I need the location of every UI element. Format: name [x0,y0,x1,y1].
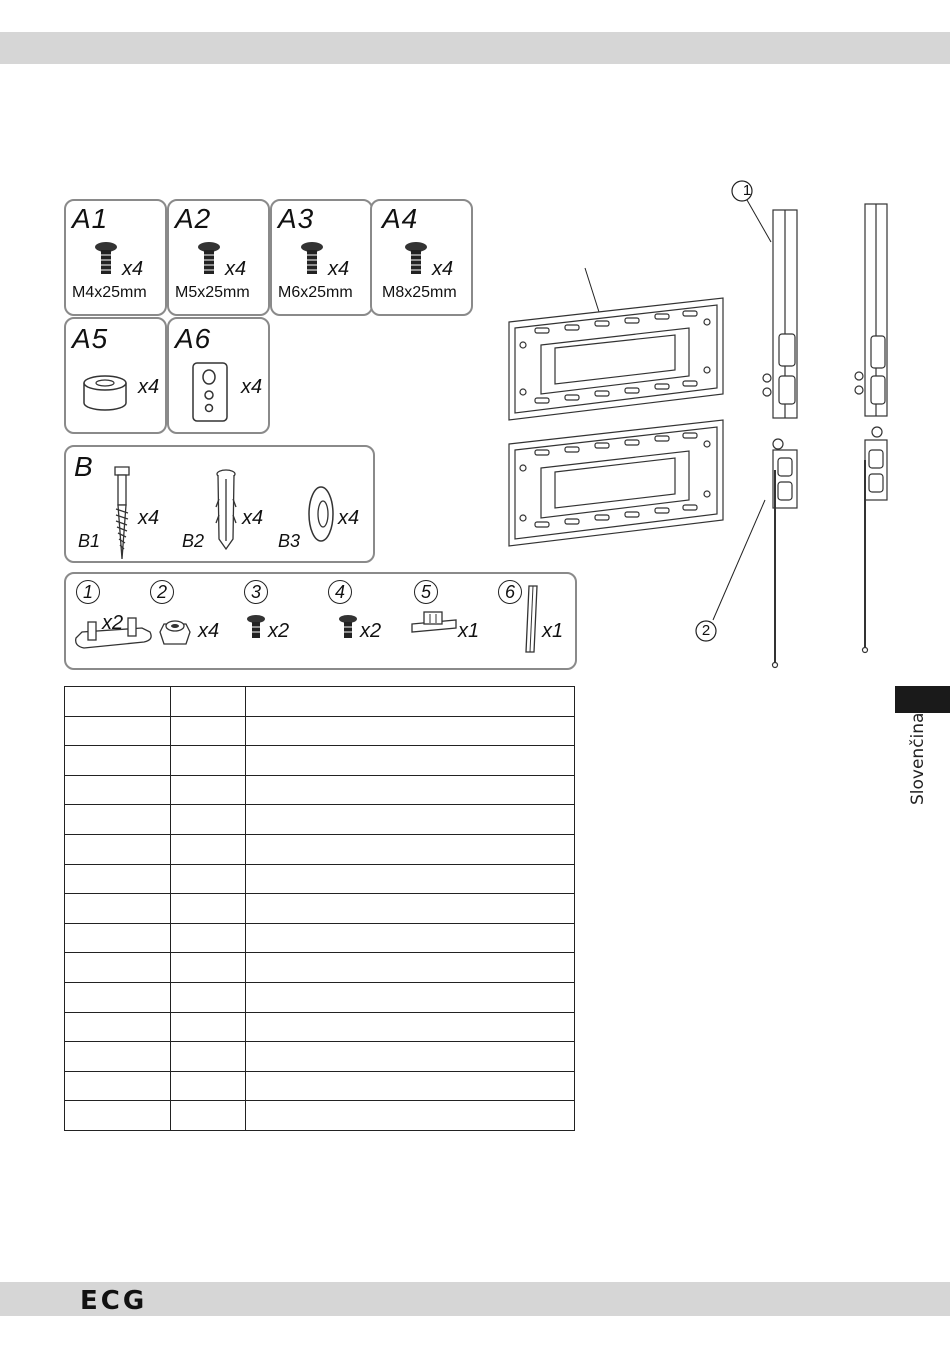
table-cell [65,953,171,983]
table-cell [246,1101,575,1131]
table-cell [246,953,575,983]
table-cell [246,982,575,1012]
table-cell [246,864,575,894]
table-cell [171,716,246,746]
table-cell [65,1012,171,1042]
washer-icon [306,485,336,543]
parts-table [64,686,575,1131]
table-cell [171,1071,246,1101]
nut-icon [158,614,192,648]
table-cell [246,894,575,924]
table-cell [65,687,171,717]
language-label: Slovenčina [908,712,928,805]
table-row [65,1012,575,1042]
adapter-plate-icon [191,361,229,423]
part-qty: x1 [458,620,480,642]
part-size: M5x25mm [175,284,250,301]
part-qty: x4 [338,507,360,529]
table-cell [65,894,171,924]
table-cell [246,746,575,776]
table-cell [246,1042,575,1072]
part-qty: x2 [360,620,382,642]
part-number: 6 [498,580,522,604]
wall-plate-lower [509,420,723,546]
part-number: 5 [414,580,438,604]
part-sub-label: B2 [182,531,205,551]
screw-icon [338,614,358,640]
part-label: A5 [72,323,109,354]
part-sub-label: B1 [78,531,101,551]
table-cell [171,864,246,894]
part-qty: x4 [225,258,247,280]
table-row [65,894,575,924]
table-cell [171,1012,246,1042]
level-icon [410,608,458,636]
table-row [65,864,575,894]
part-label: B [74,451,94,482]
table-cell [171,746,246,776]
table-cell [65,775,171,805]
table-cell [171,834,246,864]
part-box-a6 [167,317,270,434]
table-cell [171,982,246,1012]
part-box-a4 [370,199,473,316]
table-cell [246,716,575,746]
table-row [65,834,575,864]
table-cell [65,746,171,776]
table-cell [65,1042,171,1072]
part-qty: x4 [242,507,264,529]
part-label: A4 [382,203,419,234]
brand-logo: ECG [80,1286,148,1316]
language-tab [895,686,950,713]
table-cell [246,1012,575,1042]
wall-plate-upper [509,298,723,420]
part-qty: x4 [198,620,220,642]
table-cell [65,805,171,835]
table-cell [171,1101,246,1131]
part-label: A6 [175,323,212,354]
callout-number-2: 2 [701,622,711,639]
part-size: M6x25mm [278,284,353,301]
part-size: M8x25mm [382,284,457,301]
table-cell [65,1101,171,1131]
part-number: 3 [244,580,268,604]
spacer-icon [82,375,128,411]
part-label: A1 [72,203,109,234]
table-cell [171,1042,246,1072]
table-cell [171,953,246,983]
table-row [65,687,575,717]
part-qty: x2 [268,620,290,642]
wall-anchor-icon [214,469,238,551]
part-qty: x4 [241,376,263,398]
table-cell [246,775,575,805]
table-row [65,1042,575,1072]
part-label: A2 [175,203,212,234]
table-cell [171,687,246,717]
table-row [65,716,575,746]
table-row [65,923,575,953]
lag-bolt-icon [112,465,132,561]
table-cell [246,834,575,864]
screw-icon [197,241,221,277]
table-cell [65,834,171,864]
callout-number-1: 1 [742,182,752,199]
part-sub-label: B3 [278,531,301,551]
table-row [65,746,575,776]
screw-icon [94,241,118,277]
table-cell [65,716,171,746]
part-size: M4x25mm [72,284,147,301]
table-cell [65,864,171,894]
part-number: 1 [76,580,100,604]
part-number: 2 [150,580,174,604]
part-qty: x4 [432,258,454,280]
safety-bar-left [773,439,798,668]
part-number: 4 [328,580,352,604]
table-cell [65,923,171,953]
mount-assembly-drawing [495,170,895,680]
table-cell [171,775,246,805]
table-row [65,1071,575,1101]
table-cell [246,687,575,717]
part-box-a2 [167,199,270,316]
table-row [65,982,575,1012]
part-box-a3 [270,199,373,316]
part-box-b [64,445,375,563]
table-cell [65,982,171,1012]
header-band [0,32,950,64]
table-cell [65,1071,171,1101]
table-row [65,805,575,835]
part-box-a1 [64,199,167,316]
part-qty: x4 [328,258,350,280]
part-label: A3 [278,203,315,234]
table-row [65,1101,575,1131]
table-cell [171,805,246,835]
part-qty: x4 [122,258,144,280]
table-row [65,953,575,983]
table-cell [246,1071,575,1101]
part-qty: x2 [102,612,124,634]
table-cell [246,805,575,835]
screw-icon [246,614,266,640]
part-box-a5 [64,317,167,434]
part-qty: x4 [138,507,160,529]
tv-arm-right [855,204,887,416]
table-cell [171,923,246,953]
table-cell [171,894,246,924]
part-qty: x1 [542,620,564,642]
table-row [65,775,575,805]
screw-icon [300,241,324,277]
screw-icon [404,241,428,277]
table-cell [246,923,575,953]
tv-arm-left [763,210,797,418]
safety-bar-right [863,427,888,653]
part-qty: x4 [138,376,160,398]
